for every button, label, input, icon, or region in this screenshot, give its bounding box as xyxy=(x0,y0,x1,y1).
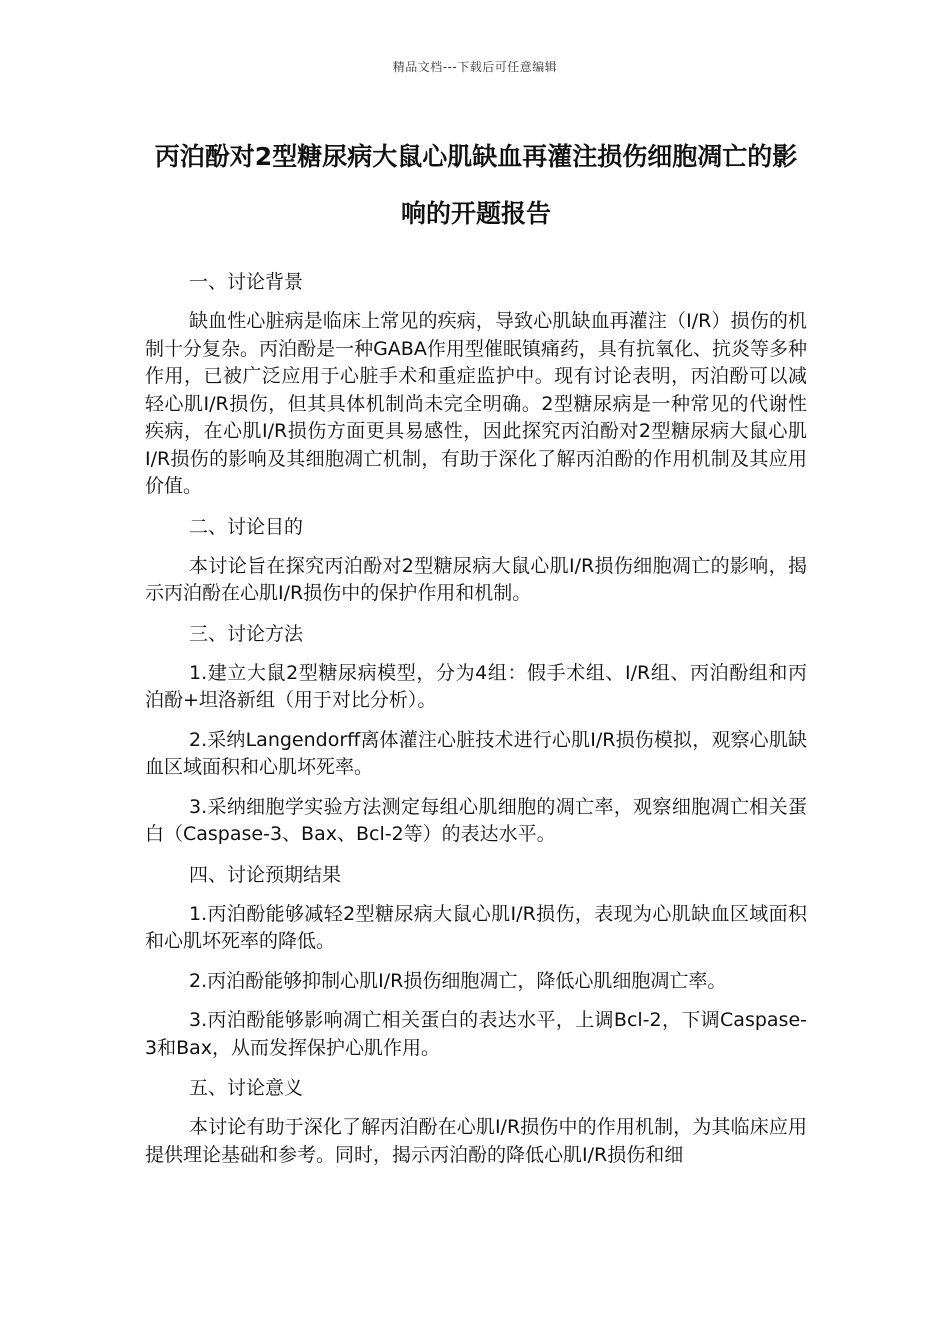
list-item: 1.建立大鼠2型糖尿病模型，分为4组：假手术组、I/R组、丙泊酚组和丙泊酚+坦洛新组（用于对比分析）。 xyxy=(145,661,807,711)
document-body xyxy=(145,268,807,1181)
section-heading: 五、讨论意义 xyxy=(189,1077,304,1099)
section-expected-results xyxy=(145,861,807,1063)
list-item: 2.丙泊酚能够抑制心肌I/R损伤细胞凋亡，降低心肌细胞凋亡率。 xyxy=(189,969,727,992)
section-purpose xyxy=(145,513,807,608)
paragraph: 本讨论旨在探究丙泊酚对2型糖尿病大鼠心肌I/R损伤细胞凋亡的影响，揭示丙泊酚在心肌I/R损伤中的保护作用和机制。 xyxy=(145,554,807,604)
section-heading: 二、讨论目的 xyxy=(189,515,304,538)
list-item: 2.采纳Langendorff离体灌注心脏技术进行心肌I/R损伤模拟，观察心肌缺血区域面积和心肌坏死率。 xyxy=(145,728,807,778)
section-heading: 三、讨论方法 xyxy=(189,622,304,645)
paragraph: 缺血性心脏病是临床上常见的疾病，导致心肌缺血再灌注（I/R）损伤的机制十分复杂。丙泊酚是一种GABA作用型催眠镇痛药，具有抗氧化、抗炎等多种作用，已被广泛应用于心脏手术和重症监护中。现有讨论表明，丙泊酚可以减轻心肌I/R损伤，但其具体机制尚未完全明确。2型糖尿病是一种常见的代谢性疾病，在心肌I/R损伤方面更具易感性，因此探究丙泊酚对2型糖尿病大鼠心肌I/R损伤的影响及其细胞凋亡机制，有助于深化了解丙泊酚的作用机制及其应用价值。 xyxy=(145,310,807,497)
document-title: 丙泊酚对2型糖尿病大鼠心肌缺血再灌注损伤细胞凋亡的影响的开题报告 xyxy=(154,142,798,228)
paragraph: 本讨论有助于深化了解丙泊酚在心肌I/R损伤中的作用机制，为其临床应用提供理论基础和参考。同时，揭示丙泊酚的降低心肌I/R损伤和细 xyxy=(145,1116,807,1166)
list-item: 3.采纳细胞学实验方法测定每组心肌细胞的凋亡率，观察细胞凋亡相关蛋白（Caspase-3、Bax、Bcl-2等）的表达水平。 xyxy=(145,795,807,845)
section-heading: 一、讨论背景 xyxy=(189,271,304,293)
section-methods xyxy=(145,620,807,849)
list-item: 3.丙泊酚能够影响凋亡相关蛋白的表达水平，上调Bcl-2，下调Caspase-3和Bax，从而发挥保护心肌作用。 xyxy=(145,1009,807,1059)
section-heading: 四、讨论预期结果 xyxy=(189,863,342,886)
header-note: 精品文档---下载后可任意编辑 xyxy=(392,60,558,74)
section-significance xyxy=(145,1074,807,1169)
list-item: 1.丙泊酚能够减轻2型糖尿病大鼠心肌I/R损伤，表现为心肌缺血区域面积和心肌坏死率的降低。 xyxy=(145,902,807,952)
section-background xyxy=(145,268,807,501)
